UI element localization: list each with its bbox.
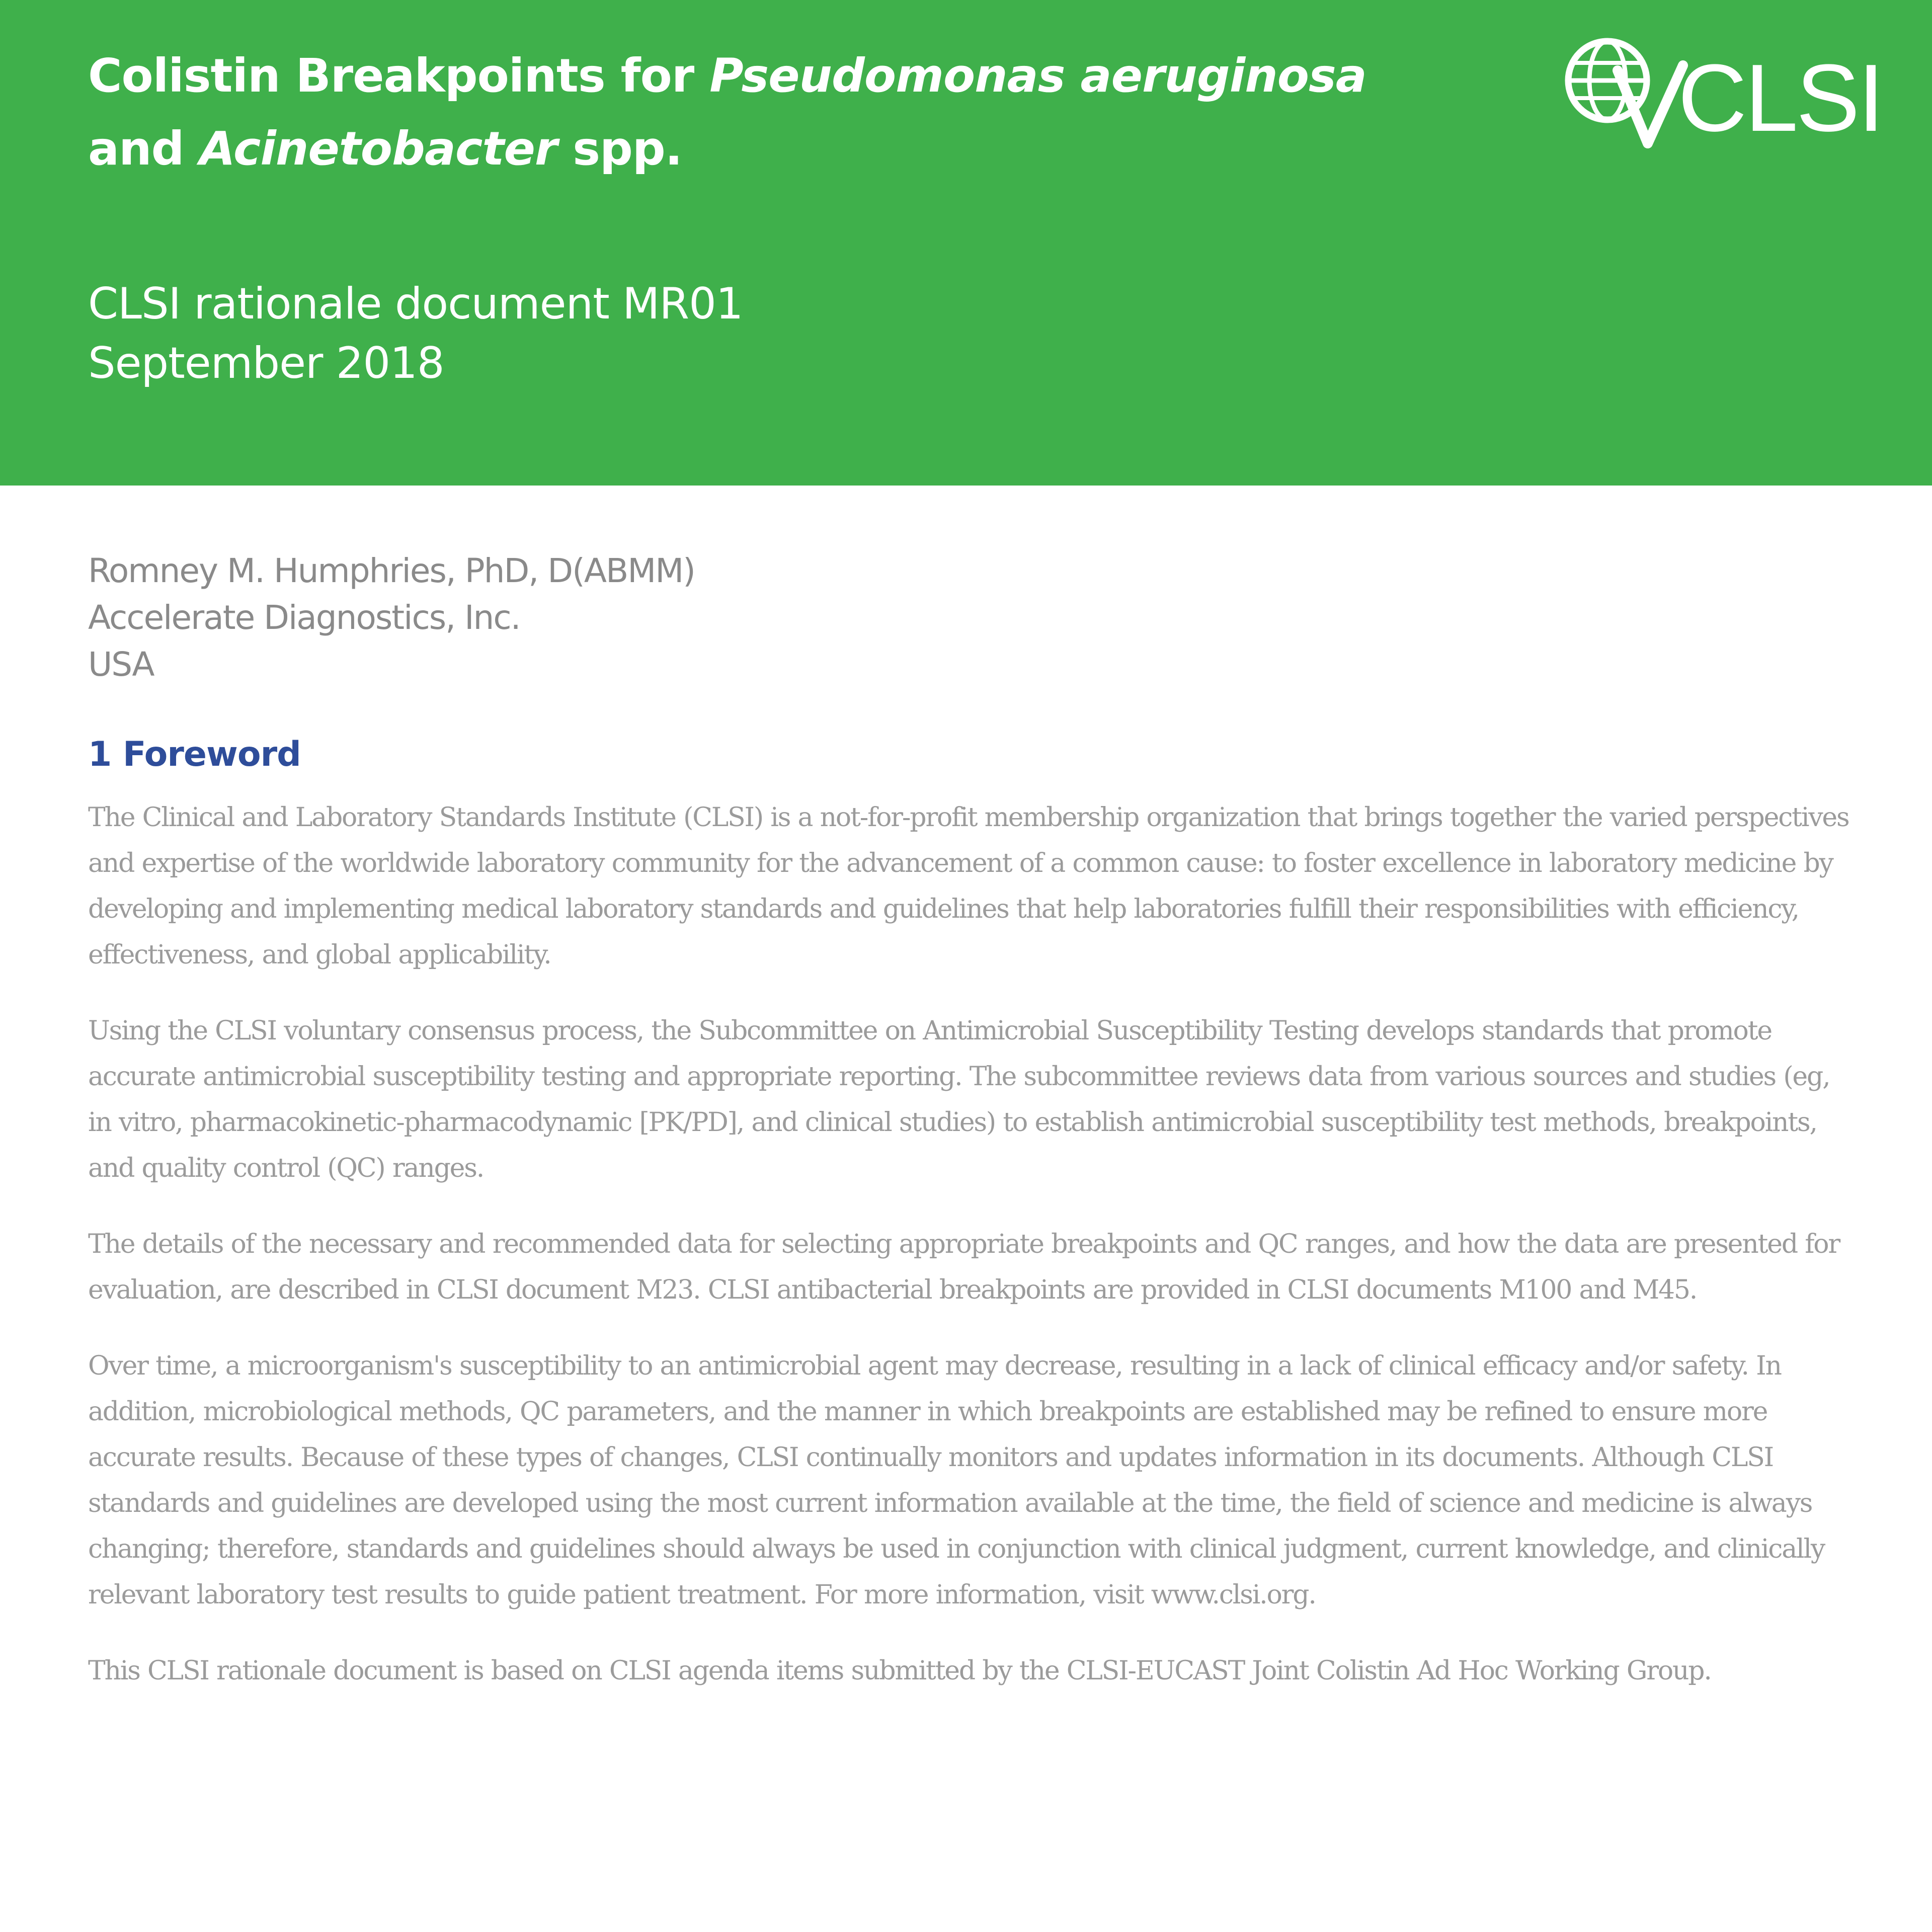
document-title: [88, 39, 1421, 185]
author-block: [88, 547, 695, 688]
title-text: Colistin Breakpoints for: [88, 49, 710, 103]
title-organism-2: Acinetobacter: [199, 122, 557, 176]
foreword-body: [88, 795, 1849, 1724]
document-date: September 2018: [88, 338, 444, 388]
author-name: Romney M. Humphries, PhD, D(ABMM): [88, 551, 695, 590]
section-heading-foreword: 1 Foreword: [88, 735, 301, 774]
paragraph: Over time, a microorganism's susceptibility to an antimicrobial agent may decrease, resulting in a lack of clinical efficacy and/or safety. In addition, microbiological methods, QC parameters, and the manner in which breakpoints are established may be refined to ensure more accurate results. Because of these types of changes, CLSI continually monitors and updates information in its documents. Although CLSI standards and guidelines are developed using the most current information available at the time, the field of science and medicine is always changing; therefore, standards and guidelines should always be used in conjunction with clinical judgment, current knowledge, and clinically relevant laboratory test results to guide patient treatment. For more information, visit www.clsi.org.: [88, 1351, 1825, 1610]
document-header: [0, 0, 1932, 486]
globe-check-icon: [1562, 35, 1693, 156]
paragraph: The details of the necessary and recommended data for selecting appropriate breakpoints and QC ranges, and how the data are presented for evaluation, are described in CLSI document M23. CLSI antibacterial breakpoints are provided in CLSI documents M100 and M45.: [88, 1229, 1840, 1305]
author-affiliation: Accelerate Diagnostics, Inc.: [88, 598, 520, 637]
title-organism-1: Pseudomonas aeruginosa: [709, 49, 1366, 103]
document-subtitle: [88, 274, 743, 393]
title-text-2: and: [88, 122, 200, 176]
author-country: USA: [88, 645, 154, 684]
title-text-3: spp.: [557, 122, 682, 176]
paragraph: Using the CLSI voluntary consensus process, the Subcommittee on Antimicrobial Susceptibility Testing develops standards that promote accurate antimicrobial susceptibility testing and appropriate reporting. The subcommittee reviews data from various sources and studies (eg, in vitro, pharmacokinetic-pharmacodynamic [PK/PD], and clinical studies) to establish antimicrobial susceptibility test methods, breakpoints, and quality control (QC) ranges.: [88, 1016, 1830, 1183]
paragraph: This CLSI rationale document is based on CLSI agenda items submitted by the CLSI-EUCAST Joint Colistin Ad Hoc Working Group.: [88, 1656, 1711, 1686]
clsi-logo: [1562, 35, 1883, 156]
document-number: CLSI rationale document MR01: [88, 279, 743, 329]
paragraph: The Clinical and Laboratory Standards Institute (CLSI) is a not-for-profit membership organization that brings together the varied perspectives and expertise of the worldwide laboratory community for the advancement of a common cause: to foster excellence in laboratory medicine by developing and implementing medical laboratory standards and guidelines that help laboratories fulfill their responsibilities with efficiency, effectiveness, and global applicability.: [88, 802, 1849, 970]
logo-wordmark: CLSI: [1678, 45, 1883, 151]
